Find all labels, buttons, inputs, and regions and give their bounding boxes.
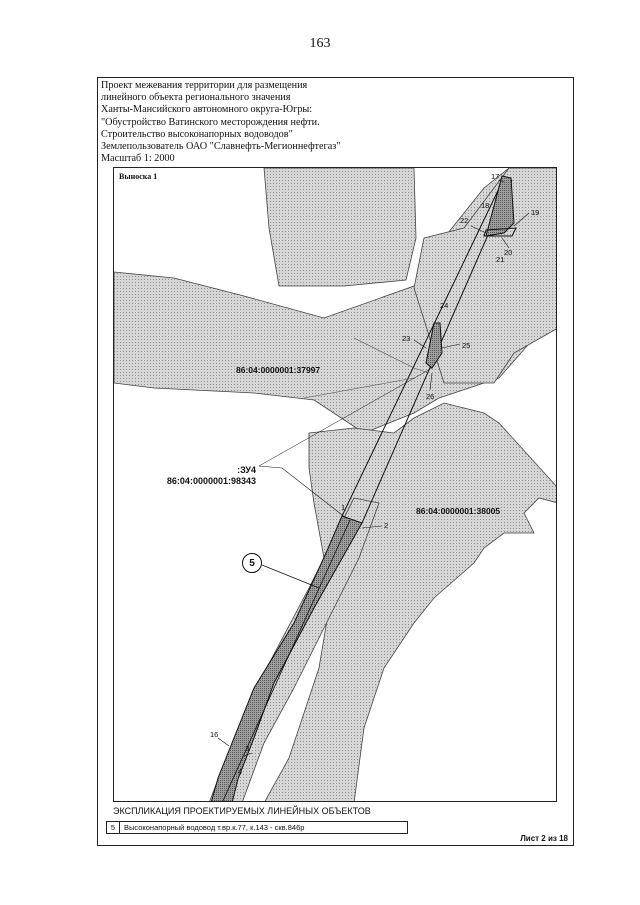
page-number: 163: [309, 36, 331, 51]
legend-row-desc: Высоконапорный водовод т.вр.к.77, к.143 - скв.846р: [124, 823, 305, 832]
point-4: 4: [238, 767, 243, 776]
parcel-label-38005: 86:04:0000001:38005: [416, 506, 501, 516]
point-19: 19: [531, 208, 540, 217]
point-2: 2: [384, 521, 389, 530]
point-20: 20: [504, 248, 513, 257]
point-17: 17: [491, 172, 500, 181]
parcel-label-98343: 86:04:0000001:98343: [166, 476, 256, 486]
point-26: 26: [426, 392, 435, 401]
point-16: 16: [210, 730, 219, 739]
parcel-upper-band: [264, 168, 416, 286]
point-3: 3: [245, 744, 250, 753]
legend-title: ЭКСПЛИКАЦИЯ ПРОЕКТИРУЕМЫХ ЛИНЕЙНЫХ ОБЪЕКТОВ: [113, 806, 371, 816]
title-line-5: Строительство высоконапорных водоводов": [101, 128, 293, 140]
leader-16: [218, 738, 229, 746]
sheet-label: Лист 2 из 18: [520, 834, 568, 843]
title-line-1: Проект межевания территории для размещения: [101, 80, 308, 91]
point-18: 18: [481, 201, 490, 210]
zu-label-block: [164, 465, 256, 487]
point-21: 21: [496, 255, 505, 264]
title-line-6: Землепользователь ОАО "Славнефть-Мегионнефтегаз": [101, 141, 341, 153]
legend-table: [106, 821, 408, 834]
callout-title: Выноска 1: [119, 172, 158, 181]
title-line-3: Ханты-Мансийского автономного округа-Югры:: [101, 104, 313, 116]
point-22: 22: [460, 216, 469, 225]
title-line-4: "Обустройство Ватинского месторождения нефти.: [101, 116, 320, 128]
legend-row-num: 5: [107, 822, 120, 833]
title-line-2: линейного объекта регионального значения: [101, 92, 291, 104]
point-24: 24: [440, 301, 449, 310]
map-callout: [113, 167, 557, 802]
leader-object-5: [262, 565, 319, 588]
title-block: [101, 80, 401, 165]
scale-line: Масштаб 1: 2000: [101, 153, 175, 165]
parcel-label-37997: 86:04:0000001:37997: [236, 365, 321, 375]
point-23: 23: [402, 334, 411, 343]
object-marker-5: 5: [242, 553, 262, 573]
zu-label: :ЗУ4: [237, 465, 256, 475]
point-25: 25: [462, 341, 471, 350]
point-1: 1: [341, 503, 346, 512]
